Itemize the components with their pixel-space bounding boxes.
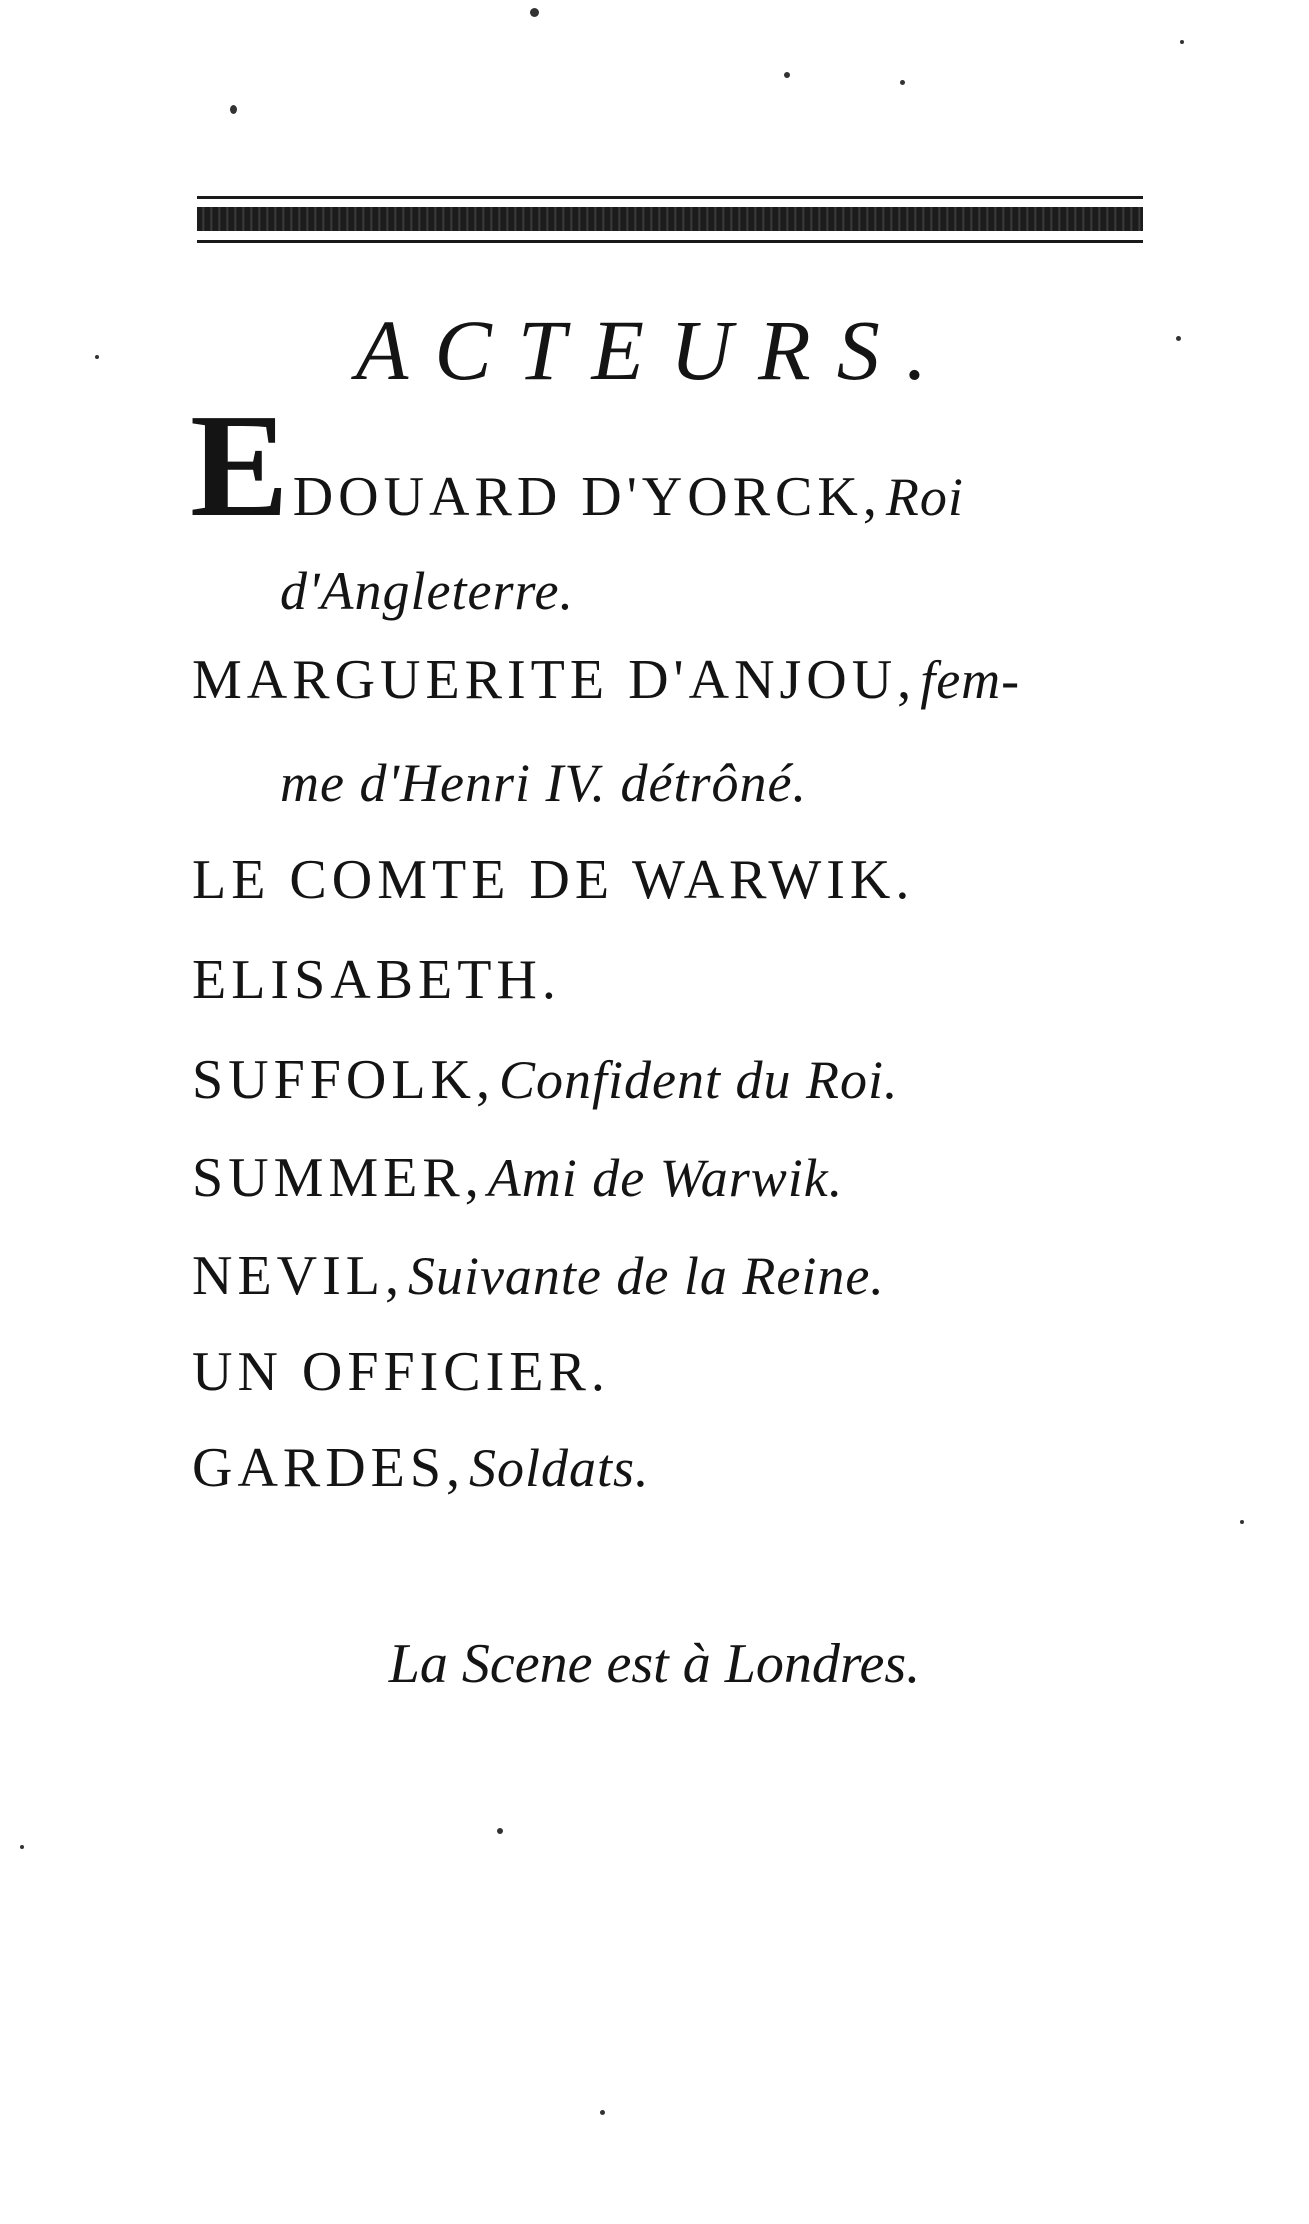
character-name: ELISABETH.: [192, 949, 561, 1011]
character-name: LE COMTE DE WARWIK.: [192, 849, 915, 911]
character-name: MARGUERITE D'ANJOU,: [192, 649, 917, 711]
character-elisabeth: [192, 948, 561, 1012]
character-name: SUMMER,: [192, 1147, 484, 1209]
ink-speck: [20, 1845, 24, 1849]
character-officier: [192, 1340, 610, 1404]
character-name: UN OFFICIER.: [192, 1341, 610, 1403]
character-role: Soldats.: [469, 1438, 650, 1498]
character-role: fem-: [920, 650, 1021, 710]
character-name: GARDES,: [192, 1437, 466, 1499]
scene-location: La Scene est à Londres.: [388, 1633, 921, 1695]
character-summer: [192, 1146, 843, 1210]
character-role-continuation: me d'Henri IV. détrôné.: [280, 753, 807, 813]
character-name: DOUARD D'YORCK,: [292, 466, 882, 528]
character-suffolk: [192, 1048, 898, 1112]
ink-speck: [1240, 1520, 1244, 1524]
character-name: SUFFOLK,: [192, 1049, 495, 1111]
page-title: ACTEURS.: [355, 302, 954, 398]
character-role: Confident du Roi.: [498, 1050, 899, 1110]
ink-speck: [900, 80, 905, 85]
character-warwik: [192, 848, 914, 912]
character-role: Suivante de la Reine.: [407, 1246, 885, 1306]
character-name: NEVIL,: [192, 1245, 404, 1307]
ink-speck: [530, 8, 539, 17]
character-gardes: [192, 1436, 650, 1500]
ink-speck: [1180, 40, 1184, 44]
ink-speck: [230, 105, 237, 114]
decorative-rule: [197, 196, 1143, 248]
character-nevil: [192, 1244, 885, 1308]
character-role-continuation: d'Angleterre.: [280, 561, 574, 621]
ink-speck: [784, 72, 790, 78]
character-role: Roi: [885, 467, 964, 527]
character-edouard: [190, 384, 964, 548]
drop-cap: E: [190, 384, 289, 548]
ink-speck: [497, 1828, 503, 1834]
character-marguerite: [192, 648, 1020, 712]
ink-speck: [600, 2110, 605, 2115]
character-role: Ami de Warwik.: [487, 1148, 844, 1208]
